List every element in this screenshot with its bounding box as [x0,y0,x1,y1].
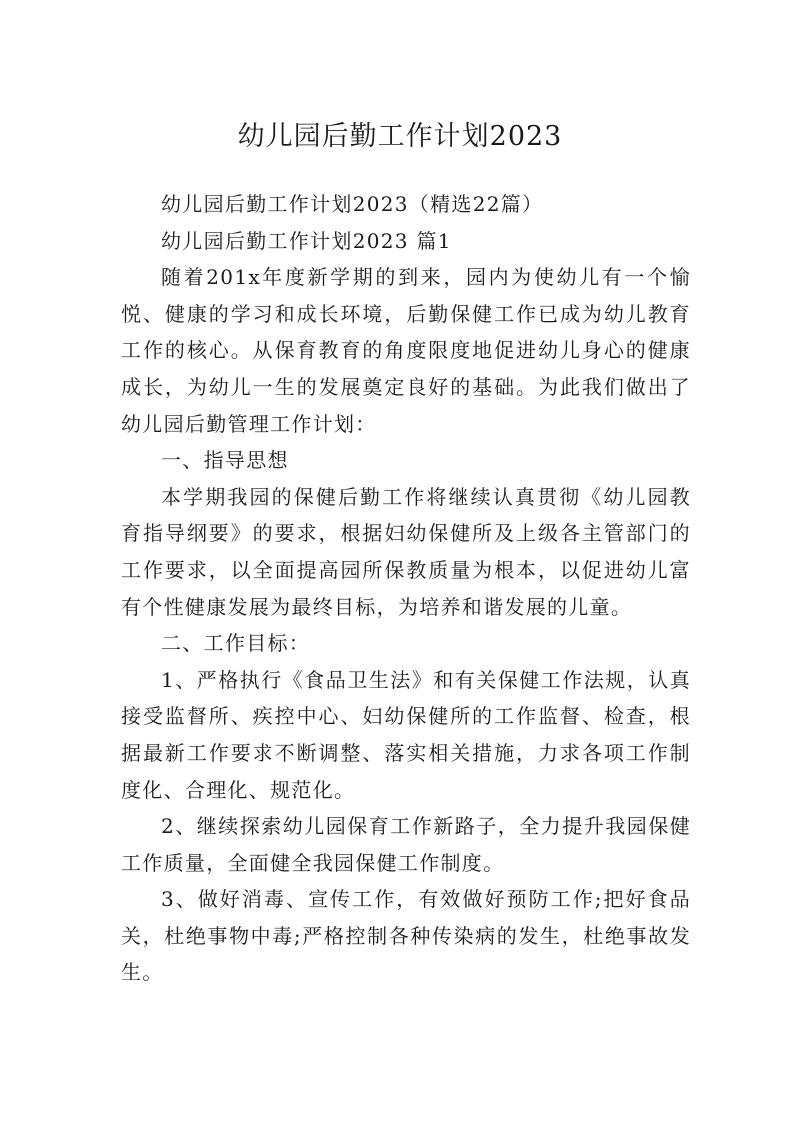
paragraph-goal-3: 3、做好消毒、宣传工作，有效做好预防工作;把好食品关，杜绝事物中毒;严格控制各种传染病的发生，杜绝事故发生。 [121,887,691,985]
heading-work-goals: 二、工作目标： [161,631,311,656]
paragraph-goal-2: 2、继续探索幼儿园保育工作新路子，全力提升我园保健工作质量，全面健全我园保健工作制度。 [121,814,691,875]
paragraph-section-heading: 幼儿园后勤工作计划2023 篇1 [161,228,452,253]
paragraph-subtitle: 幼儿园后勤工作计划2023（精选22篇） [161,192,544,216]
paragraph-intro: 随着201x年度新学期的到来，园内为使幼儿有一个愉悦、健康的学习和成长环境，后勤保健工作已成为幼儿教育工作的核心。从保育教育的角度限度地促进幼儿身心的健康成长，为幼儿一生的发展奠定良好的基础。为此我们做出了幼儿园后勤管理工作计划： [121,265,691,436]
document-body [121,186,691,991]
heading-guiding-principle: 一、指导思想 [161,448,289,473]
document-title: 幼儿园后勤工作计划2023 [237,121,563,153]
paragraph-guiding-principle: 本学期我园的保健后勤工作将继续认真贯彻《幼儿园教育指导纲要》的要求，根据妇幼保健所及上级各主管部门的工作要求，以全面提高园所保教质量为根本，以促进幼儿富有个性健康发展为最终目标，为培养和谐发展的儿童。 [121,484,691,619]
paragraph-goal-1: 1、严格执行《食品卫生法》和有关保健工作法规，认真接受监督所、疾控中心、妇幼保健所的工作监督、检查，根据最新工作要求不断调整、落实相关措施，力求各项工作制度化、合理化、规范化。 [121,667,691,802]
